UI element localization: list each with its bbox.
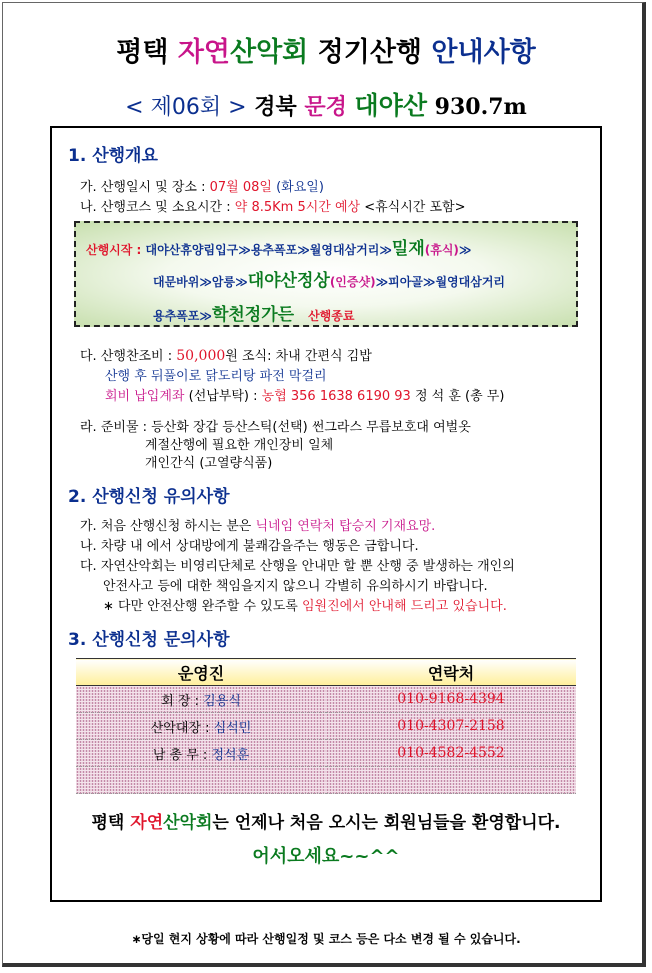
subtitle-region: 경북 xyxy=(246,95,305,120)
fee-amount: 50,000 xyxy=(176,348,226,364)
staff-phone: 010-4582-4552 xyxy=(326,740,576,767)
rule-da-1: 다. 자연산악회는 비영리단체로 산행을 안내만 할 뿐 산행 중 발생하는 개인의 xyxy=(80,559,515,574)
fee-unit-breakfast: 원 조식: 차내 간편식 김밥 xyxy=(225,349,372,364)
route-stop-summit: 대야산정상 xyxy=(247,271,330,291)
route-note-photo: (인증샷) xyxy=(329,275,376,289)
header-contact: 연락처 xyxy=(326,659,576,686)
empty-cell xyxy=(326,767,576,794)
staff-role: 회 장 : xyxy=(161,693,204,709)
contact-row-empty xyxy=(76,767,576,794)
route-seg-2: 대문바위≫암릉≫ xyxy=(153,275,248,289)
subtitle-elevation: 930.7m xyxy=(426,94,527,120)
gear-line-1: 라. 준비물 : 등산화 장갑 등산스틱(선택) 썬그라스 무릅보호대 여벌옷 xyxy=(80,420,471,435)
header-staff: 운영진 xyxy=(76,659,326,686)
staff-name: 김용식 xyxy=(203,693,241,709)
course-line xyxy=(80,196,466,215)
staff-cell xyxy=(76,686,326,713)
after-party-line: 산행 후 뒤풀이로 닭도리탕 파전 막걸리 xyxy=(105,369,327,384)
rule-na: 나. 차량 내 에서 상대방에게 불쾌감을주는 행동은 금합니다. xyxy=(80,539,419,554)
route-stop-garden: 학천정가든 xyxy=(211,305,295,325)
staff-name: 심석민 xyxy=(213,720,252,736)
staff-phone: 010-4307-2158 xyxy=(326,713,576,740)
route-line-2 xyxy=(153,266,505,291)
empty-cell xyxy=(76,767,326,794)
route-start-label: 산행시작 : xyxy=(86,243,142,257)
subtitle-mountain: 대야산 xyxy=(354,91,427,120)
account-mid: (선납부탁) : xyxy=(184,389,262,404)
course-label: 나. 산행코스 및 소요시간 : xyxy=(80,200,235,215)
section3-title: 3. 산행신청 문의사항 xyxy=(68,630,230,650)
section1-title: 1. 산행개요 xyxy=(68,146,158,166)
rule-ga-text: 가. 처음 산행신청 하시는 분은 xyxy=(80,519,256,534)
staff-cell xyxy=(76,713,326,740)
gear-line-2: 계절산행에 필요한 개인장비 일체 xyxy=(145,438,334,453)
route-end-label: 산행종료 xyxy=(308,309,355,323)
rule-ga-highlight: 닉네임 연락처 탑승지 기재요망. xyxy=(255,519,436,534)
welcome-text: 는 언제나 처음 오시는 회원님들을 환영합니다. xyxy=(212,813,561,833)
schedule-date: 07월 08일 xyxy=(209,180,277,195)
route-note-rest: (휴식) xyxy=(424,243,459,257)
page-title xyxy=(0,30,652,69)
welcome-cheer: 어서오세요~~^^ xyxy=(252,846,400,867)
footnote: ∗당일 현지 상황에 따라 산행일정 및 코스 등은 다소 변경 될 수 있습니다. xyxy=(131,932,521,946)
staff-role: 남 총 무 : xyxy=(152,747,212,763)
route-line-1 xyxy=(86,234,471,259)
rule-note xyxy=(103,595,507,614)
contact-row xyxy=(76,713,576,740)
staff-phone: 010-9168-4394 xyxy=(326,686,576,713)
staff-cell xyxy=(76,740,326,767)
gear-line-3: 개인간식 (고열량식품) xyxy=(145,456,273,471)
route-stop-miljae: 밀재 xyxy=(391,239,425,259)
staff-role: 산악대장 : xyxy=(150,720,214,736)
welcome-city: 평택 xyxy=(91,813,131,833)
rule-note-highlight: 임원진에서 안내해 드리고 있습니다. xyxy=(301,599,507,614)
page-subtitle xyxy=(0,86,652,122)
route-arrow: ≫ xyxy=(458,243,472,257)
schedule-line xyxy=(80,176,324,195)
account-label: 회비 납입계좌 xyxy=(105,389,185,404)
title-part-club-highlight: 자연 xyxy=(177,37,231,68)
rule-da-2: 안전사고 등에 대한 책임을지지 않으니 각별히 유의하시기 바랍니다. xyxy=(103,579,488,594)
title-part-club: 산악회 xyxy=(230,37,318,68)
contact-table xyxy=(76,658,576,794)
route-seg-3: 용추폭포≫ xyxy=(153,309,212,323)
route-seg-2b: ≫피아골≫월영대삼거리 xyxy=(375,275,506,289)
subtitle-city: 문경 xyxy=(304,95,355,120)
welcome-club-highlight: 자연 xyxy=(130,813,164,833)
contact-row xyxy=(76,686,576,713)
schedule-day: (화요일) xyxy=(276,180,324,195)
staff-name: 정석훈 xyxy=(211,747,250,763)
subtitle-round: < 제06회 > xyxy=(125,95,247,120)
course-time: 약 8.5Km 5시간 예상 xyxy=(234,200,361,215)
route-line-3 xyxy=(153,300,354,325)
rule-ga xyxy=(80,515,435,534)
contact-header-row xyxy=(76,659,576,686)
fee-line xyxy=(80,345,372,364)
course-note: <휴식시간 포함> xyxy=(360,200,466,215)
schedule-label: 가. 산행일시 및 장소 : xyxy=(80,180,210,195)
title-part-regular: 정기산행 xyxy=(317,37,432,68)
account-line xyxy=(105,385,504,404)
contact-row xyxy=(76,740,576,767)
welcome-club: 산악회 xyxy=(163,813,213,833)
rule-note-text: ∗ 다만 안전산행 완주할 수 있도록 xyxy=(103,599,302,614)
account-holder: 정 석 훈 (총 무) xyxy=(410,389,505,404)
route-seg-1: 대야산휴양림입구≫용추폭포≫월영대삼거리≫ xyxy=(141,243,392,257)
section2-title: 2. 산행신청 유의사항 xyxy=(68,487,230,507)
title-part-notice: 안내사항 xyxy=(431,37,536,68)
welcome-message xyxy=(50,808,602,833)
fee-label: 다. 산행찬조비 : xyxy=(80,349,177,364)
account-number: 농협 356 1638 6190 93 xyxy=(261,389,411,404)
title-part-city: 평택 xyxy=(116,37,178,68)
